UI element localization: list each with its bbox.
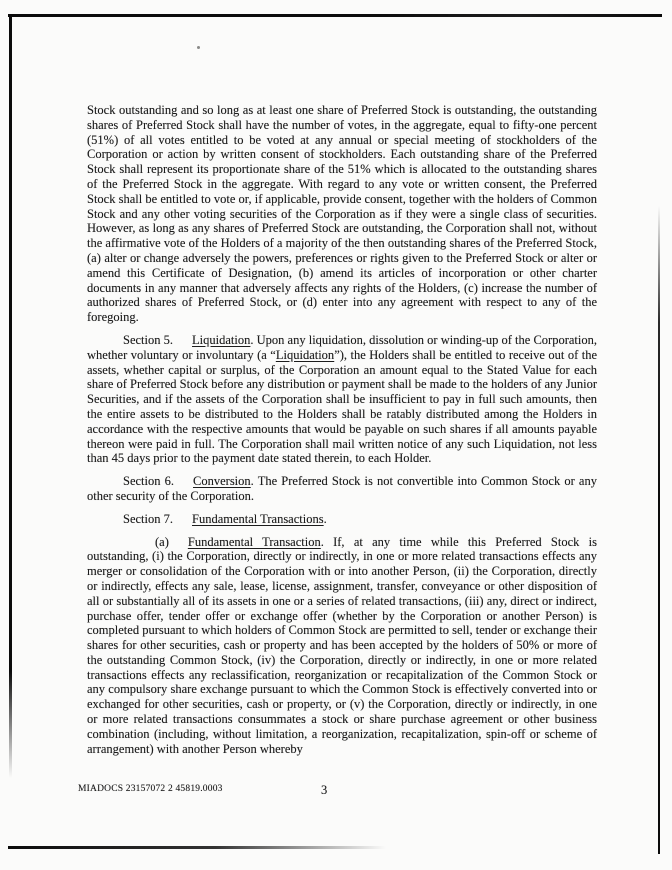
section-7-heading: Fundamental Transactions [192,511,324,526]
paragraph-continuation [87,103,597,325]
scan-border-top [8,14,662,17]
section-5-body-after-term: ”), the Holders shall be entitled to receive out of the assets, whether capital or surplus, of the Corporation an amount equal to the Stated Value for each share of Preferred Stock before any distribution or payment shall be made to the holders of any Junior Securities, and if the assets of the Corporation shall be insufficient to pay in full such amounts, then the entire assets to be distributed to the Holders shall be ratably distributed among the Holders in accordance with the respective amounts that would be payable on such shares if all amounts payable thereon were paid in full. The Corporation shall mail written notice of any such Liquidation, not less than 45 days prior to the payment date stated therein, to each Holder. [87,347,597,466]
section-6-heading: Conversion [193,474,251,489]
section-7-body: . [323,511,327,526]
page-number: 3 [321,783,328,797]
section-5-heading: Liquidation [192,332,251,347]
sub-a-heading: Fundamental Transaction [187,534,321,549]
section-5-defined-term: Liquidation [275,347,335,362]
footer-document-id: MIADOCS 23157072 2 45819.0003 [78,784,223,794]
paragraph-sub-a [87,535,597,757]
section-5-body-before-term: . Upon any liquidation, dissolution or winding-up of the Corporation, whether voluntary or involuntary (a “ [87,332,597,362]
sub-a-label: (a) [155,534,169,549]
scan-border-right [658,206,660,854]
scan-border-left [9,14,12,778]
continuation-text: Stock outstanding and so long as at least one share of Preferred Stock is outstanding, the outstanding shares of Preferred Stock shall have the number of votes, in the aggregate, equal to fifty-one percent (51%) of all votes entitled to be voted at any annual or special meeting of stockholders of the Corporation or action by written consent of stockholders. Each outstanding share of the Preferred Stock shall represent its proportionate share of the 51% which is allocated to the outstanding shares of the Preferred Stock in the aggregate. With regard to any vote or written consent, the Preferred Stock shall be entitled to vote or, if applicable, provide consent, together with the holders of Common Stock and any other voting securities of the Corporation as if they were a single class of securities. However, as long as any shares of Preferred Stock are outstanding, the Corporation shall not, without the affirmative vote of the Holders of a majority of the then outstanding shares of the Preferred Stock, (a) alter or change adversely the powers, preferences or rights given to the Preferred Stock or alter or amend this Certificate of Designation, (b) amend its articles of incorporation or other charter documents in any manner that adversely affects any rights of the Holders, (c) increase the number of authorized shares of Preferred Stock, or (d) enter into any agreement with respect to any of the foregoing. [87,103,597,325]
scan-speck [197,46,200,49]
section-5-label: Section 5. [123,332,174,347]
section-6-body: . The Preferred Stock is not convertible into Common Stock or any other security of the Corporation. [87,474,597,503]
section-6-label: Section 6. [123,474,175,489]
paragraph-section-6 [87,474,597,504]
document-text-block [87,103,597,756]
paragraph-section-7 [87,512,597,527]
scan-border-bottom [8,846,386,849]
section-7-label: Section 7. [123,511,173,526]
sub-a-body: . If, at any time while this Preferred Stock is outstanding, (i) the Corporation, directly or indirectly, in one or more related transactions effects any merger or consolidation of the Corporation with or into another Person, (ii) the Corporation, directly or indirectly, effects any sale, lease, license, assignment, transfer, conveyance or other disposition of all or substantially all of its assets in one or a series of related transactions, (iii) any, direct or indirect, purchase offer, tender offer or exchange offer (whether by the Corporation or another Person) is completed pursuant to which holders of Common Stock are permitted to sell, tender or exchange their shares for other securities, cash or property and has been accepted by the holders of 50% or more of the outstanding Common Stock, (iv) the Corporation, directly or indirectly, in one or more related transactions effects any reclassification, reorganization or recapitalization of the Common Stock or any compulsory share exchange pursuant to which the Common Stock is effectively converted into or exchanged for other securities, cash or property, or (v) the Corporation, directly or indirectly, in one or more related transactions consummates a stock or share purchase agreement or other business combination (including, without limitation, a reorganization, recapitalization, spin-off or scheme of arrangement) with another Person whereby [87,534,597,756]
paragraph-section-5 [87,333,597,466]
